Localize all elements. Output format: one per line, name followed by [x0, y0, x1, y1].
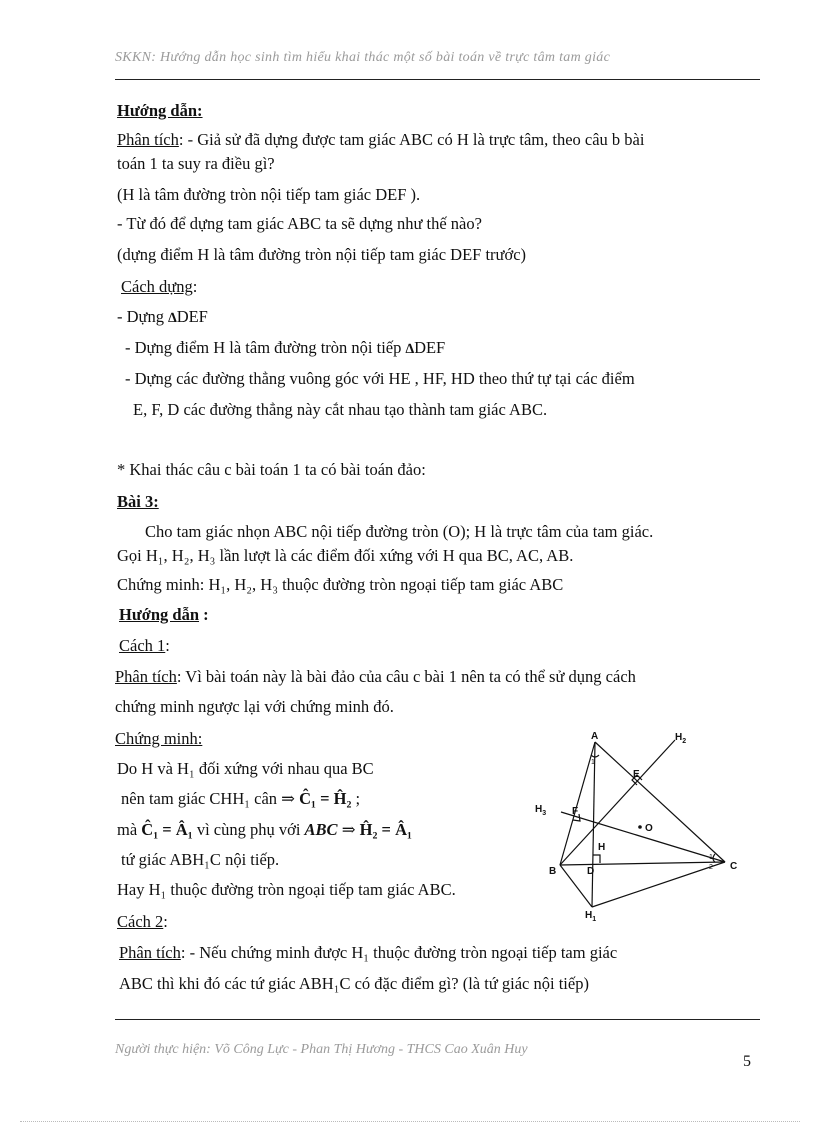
- header-rule: [115, 79, 760, 80]
- math-angle: Ĥ₂ = Â₁: [359, 820, 412, 839]
- right-angle-D: [593, 855, 600, 863]
- text-run: 1: [592, 916, 597, 923]
- paragraph-line: toán 1 ta suy ra điều gì?: [117, 154, 275, 173]
- heading-huong-dan-2: [119, 605, 209, 625]
- paragraph-line: Chứng minh: H₁, H₂, H₃ thuộc đường tròn ngoại tiếp tam giác ABC: [117, 575, 564, 594]
- step-line: [125, 338, 445, 360]
- segment-H1C: [592, 862, 725, 907]
- paragraph-line: - Từ đó để dựng tam giác ABC ta sẽ dựng như thế nào?: [117, 214, 482, 233]
- triangle-icon: ∆: [405, 342, 415, 357]
- label-H: H: [598, 842, 606, 853]
- label-O: O: [645, 823, 653, 834]
- proof-line: Hay H₁ thuộc đường tròn ngoại tiếp tam giác ABC.: [117, 880, 456, 899]
- heading-cach-2: Cách 2:: [117, 912, 168, 931]
- label-E: E: [633, 769, 640, 780]
- triangle-icon: ∆: [168, 311, 177, 326]
- text-run: H: [585, 910, 593, 921]
- label-B: B: [549, 866, 557, 877]
- text-run: : - Nếu chứng minh được H₁ thuộc đường tròn ngoại tiếp tam giác: [180, 943, 618, 962]
- label-H2: [675, 732, 686, 745]
- page-header: SKKN: Hướng dẫn học sinh tìm hiểu khai thác một số bài toán về trực tâm tam giác: [115, 50, 611, 65]
- paragraph-line: (dựng điểm H là tâm đường tròn nội tiếp tam giác DEF trước): [117, 245, 527, 264]
- text-run: H: [535, 804, 543, 815]
- text-run: :: [199, 605, 209, 624]
- text-run: : - Giả sử đã dựng được tam giác ABC có H là trực tâm, theo câu b bài: [178, 130, 645, 149]
- heading-cach-dung: Cách dựng:: [121, 277, 198, 296]
- segment-AC: [595, 742, 725, 862]
- heading-chung-minh: Chứng minh:: [115, 729, 203, 748]
- segment-BC: [560, 862, 725, 865]
- proof-line: Do H và H₁ đối xứng với nhau qua BC: [117, 759, 374, 778]
- text-run: : Vì bài toán này là bài đảo của câu c bài 1 nên ta có thể sử dụng cách: [176, 667, 636, 686]
- angle-label-C1: 1: [709, 854, 713, 861]
- paragraph-line: [117, 130, 644, 150]
- paragraph-line: chứng minh ngược lại với chứng minh đó.: [115, 697, 394, 716]
- paragraph-line: * Khai thác câu c bài toán 1 ta có bài toán đảo:: [117, 460, 426, 479]
- step-line: E, F, D các đường thẳng này cắt nhau tạo thành tam giác ABC.: [133, 400, 548, 419]
- heading-cach-1: Cách 1:: [119, 636, 170, 655]
- paragraph-line: (H là tâm đường tròn nội tiếp tam giác DEF ).: [117, 185, 421, 204]
- angle-label-A1: 1: [591, 759, 595, 766]
- math-angle: Ĉ₁ = Ĥ₂: [299, 789, 352, 808]
- paragraph-line: Gọi H₁, H₂, H₃ lần lượt là các điểm đối xứng với H qua BC, AC, AB.: [117, 546, 574, 565]
- label-C: C: [730, 861, 738, 872]
- step-line: [117, 307, 208, 329]
- heading-bai-3: Bài 3:: [117, 492, 159, 511]
- step-line: - Dựng các đường thẳng vuông góc với HE , HF, HD theo thứ tự tại các điểm: [125, 369, 635, 388]
- proof-line: [117, 820, 412, 840]
- page-footer: Người thực hiện: Võ Công Lực - Phan Thị Hương - THCS Cao Xuân Huy: [115, 1042, 528, 1057]
- geometry-figure: [525, 722, 760, 927]
- altitude-AD: [592, 742, 595, 907]
- paragraph-line: ABC thì khi đó các tứ giác ABH₁C có đặc điểm gì? (là tứ giác nội tiếp): [119, 974, 589, 993]
- text-run: ⇒: [337, 820, 360, 839]
- proof-line: tứ giác ABH₁C nội tiếp.: [121, 850, 280, 869]
- text-run: mà: [117, 820, 142, 839]
- label-phan-tich: Phân tích: [117, 130, 179, 149]
- text-run: H: [675, 732, 683, 743]
- heading-huong-dan: Hướng dẫn:: [117, 101, 203, 120]
- text-run: - Dựng điểm H là tâm đường tròn nội tiếp: [125, 338, 406, 357]
- label-phan-tich: Phân tích: [119, 943, 181, 962]
- angle-arc-C: [713, 854, 715, 862]
- label-D: D: [587, 866, 595, 877]
- paragraph-line: [119, 943, 617, 963]
- text-run: DEF: [414, 338, 446, 357]
- paragraph-line: Cho tam giác nhọn ABC nội tiếp đường tròn (O); H là trực tâm của tam giác.: [145, 522, 654, 541]
- text-run: DEF: [176, 307, 208, 326]
- label-H1: [585, 910, 596, 923]
- text-run: vì cùng phụ với: [192, 820, 305, 839]
- text-run: 3: [542, 810, 547, 817]
- proof-line: [121, 789, 360, 809]
- point-O: [638, 825, 642, 829]
- label-phan-tich: Phân tích: [115, 667, 177, 686]
- text-run: nên tam giác CHH₁ cân ⇒: [121, 789, 300, 808]
- label-cach-2: Cách 2: [117, 912, 164, 931]
- math-angle: Ĉ₁ = Â₁: [141, 820, 193, 839]
- label-F: F: [572, 806, 579, 817]
- text-run: 2: [682, 738, 687, 745]
- label-cach-1: Cách 1: [119, 636, 166, 655]
- text-run: ;: [351, 789, 361, 808]
- label-cach-dung: Cách dựng: [121, 277, 193, 296]
- page-number: 5: [743, 1053, 751, 1070]
- footer-rule: [115, 1019, 760, 1020]
- math-angle: ABC: [304, 820, 338, 839]
- label-H3: [535, 804, 546, 817]
- label-A: A: [591, 731, 599, 742]
- paragraph-line: [115, 667, 636, 687]
- page-edge-divider: [20, 1121, 800, 1122]
- text-run: Hướng dẫn: [119, 605, 200, 624]
- angle-label-C2: 2: [709, 864, 713, 871]
- text-run: - Dựng: [117, 307, 169, 326]
